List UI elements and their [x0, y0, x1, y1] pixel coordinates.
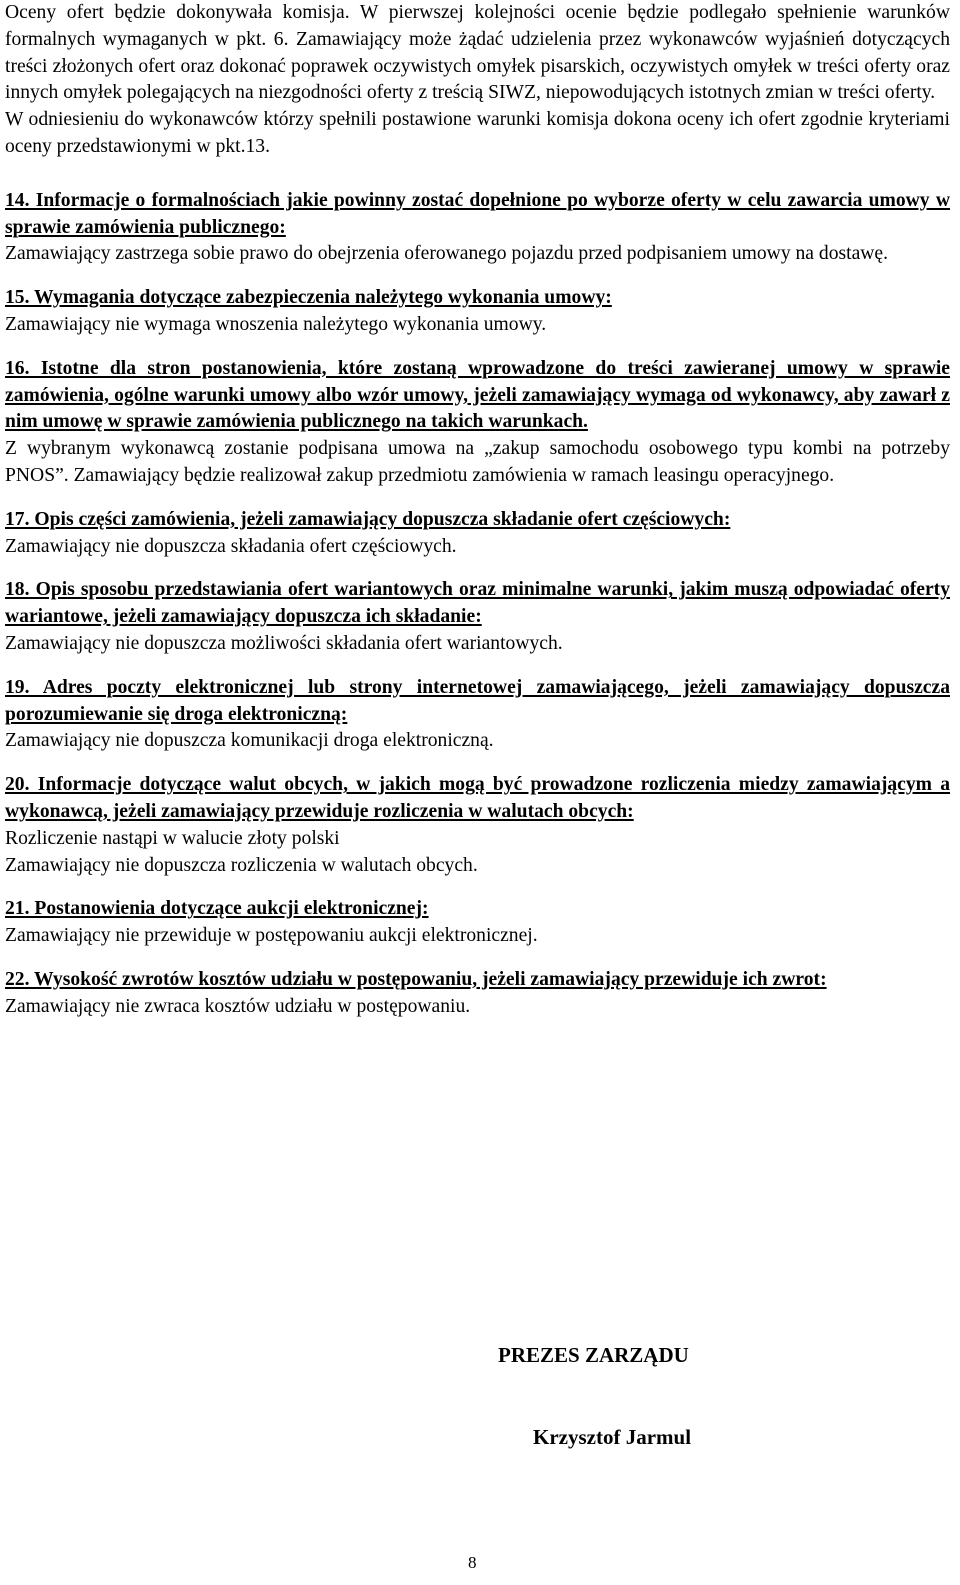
intro-paragraph: W odniesieniu do wykonawców którzy spełnili postawione warunki komisja dokona oceny ich ofert zgodnie kryteriami oceny przedstawionymi w pkt.13. [5, 109, 950, 157]
section-heading: 15. Wymagania dotyczące zabezpieczenia należytego wykonania umowy: [5, 287, 612, 309]
section-heading: 21. Postanowienia dotyczące aukcji elektronicznej: [5, 898, 429, 920]
intro-block [5, 0, 950, 161]
section-heading: 17. Opis części zamówienia, jeżeli zamawiający dopuszcza składanie ofert częściowych: [5, 508, 731, 530]
section-body: Zamawiający nie zwraca kosztów udziału w postępowaniu. [5, 995, 471, 1017]
section-body: Zamawiający zastrzega sobie prawo do obejrzenia oferowanego pojazdu przed podpisaniem umowy na dostawę. [5, 243, 889, 265]
section-body: Zamawiający nie dopuszcza komunikacji droga elektroniczną. [5, 730, 494, 752]
section-19 [5, 675, 950, 755]
section-17 [5, 507, 950, 561]
section-22 [5, 967, 950, 1021]
section-heading: 20. Informacje dotyczące walut obcych, w jakich mogą być prowadzone rozliczenia miedzy zamawiającym a wykonawcą, jeżeli zamawiający przewiduje rozliczenia w walutach obcych: [5, 774, 950, 822]
section-14 [5, 188, 950, 268]
section-heading: 19. Adres poczty elektronicznej lub strony internetowej zamawiającego, jeżeli zamawiający dopuszcza porozumiewanie się droga elektroniczną: [5, 676, 950, 725]
section-20 [5, 772, 950, 879]
section-21 [5, 896, 950, 950]
document-page [5, 0, 950, 1021]
page-number: 8 [468, 1553, 477, 1572]
section-body: Zamawiający nie dopuszcza możliwości składania ofert wariantowych. [5, 632, 563, 654]
section-body: Zamawiający nie przewiduje w postępowaniu aukcji elektronicznej. [5, 925, 538, 947]
intro-paragraph: Oceny ofert będzie dokonywała komisja. W pierwszej kolejności ocenie będzie podlegało spełnienie warunków formalnych wymaganych w pkt. 6. Zamawiający może żądać udzielenia przez wykonawców wyjaśnień dotyczących treści złożonych ofert oraz dokonać poprawek oczywistych omyłek pisarskich, oczywistych omyłek w treści oferty oraz innych omyłek polegających na niezgodności oferty z treścią SIWZ, niepowodujących istotnych zmian w treści oferty. [5, 2, 950, 104]
section-body: Rozliczenie nastąpi w walucie złoty polski [5, 827, 340, 849]
section-heading: 16. Istotne dla stron postanowienia, które zostaną wprowadzone do treści zawieranej umowy w sprawie zamówienia, ogólne warunki umowy albo wzór umowy, jeżeli zamawiający wymaga od wykonawcy, aby zawarł z nim umowę w sprawie zamówienia publicznego na takich warunkach. [5, 357, 950, 433]
section-heading: 22. Wysokość zwrotów kosztów udziału w postępowaniu, jeżeli zamawiający przewiduje ich zwrot: [5, 968, 827, 990]
section-16 [5, 356, 950, 490]
signature-name: Krzysztof Jarmul [533, 1425, 692, 1449]
section-body: Zamawiający nie dopuszcza składania ofert częściowych. [5, 535, 457, 557]
section-15 [5, 285, 950, 339]
section-heading: 18. Opis sposobu przedstawiania ofert wariantowych oraz minimalne warunki, jakim muszą odpowiadać oferty wariantowe, jeżeli zamawiający dopuszcza ich składanie: [5, 579, 950, 628]
section-heading: 14. Informacje o formalnościach jakie powinny zostać dopełnione po wyborze oferty w celu zawarcia umowy w sprawie zamówienia publicznego: [5, 189, 950, 238]
section-body: Z wybranym wykonawcą zostanie podpisana umowa na „zakup samochodu osobowego typu kombi na potrzeby PNOS”. Zamawiający będzie realizował zakup przedmiotu zamówienia w ramach leasingu operacyjnego. [5, 438, 950, 486]
section-body: Zamawiający nie wymaga wnoszenia należytego wykonania umowy. [5, 313, 547, 335]
signature-title: PREZES ZARZĄDU [498, 1343, 689, 1367]
section-body: Zamawiający nie dopuszcza rozliczenia w walutach obcych. [5, 854, 478, 876]
section-18 [5, 577, 950, 657]
